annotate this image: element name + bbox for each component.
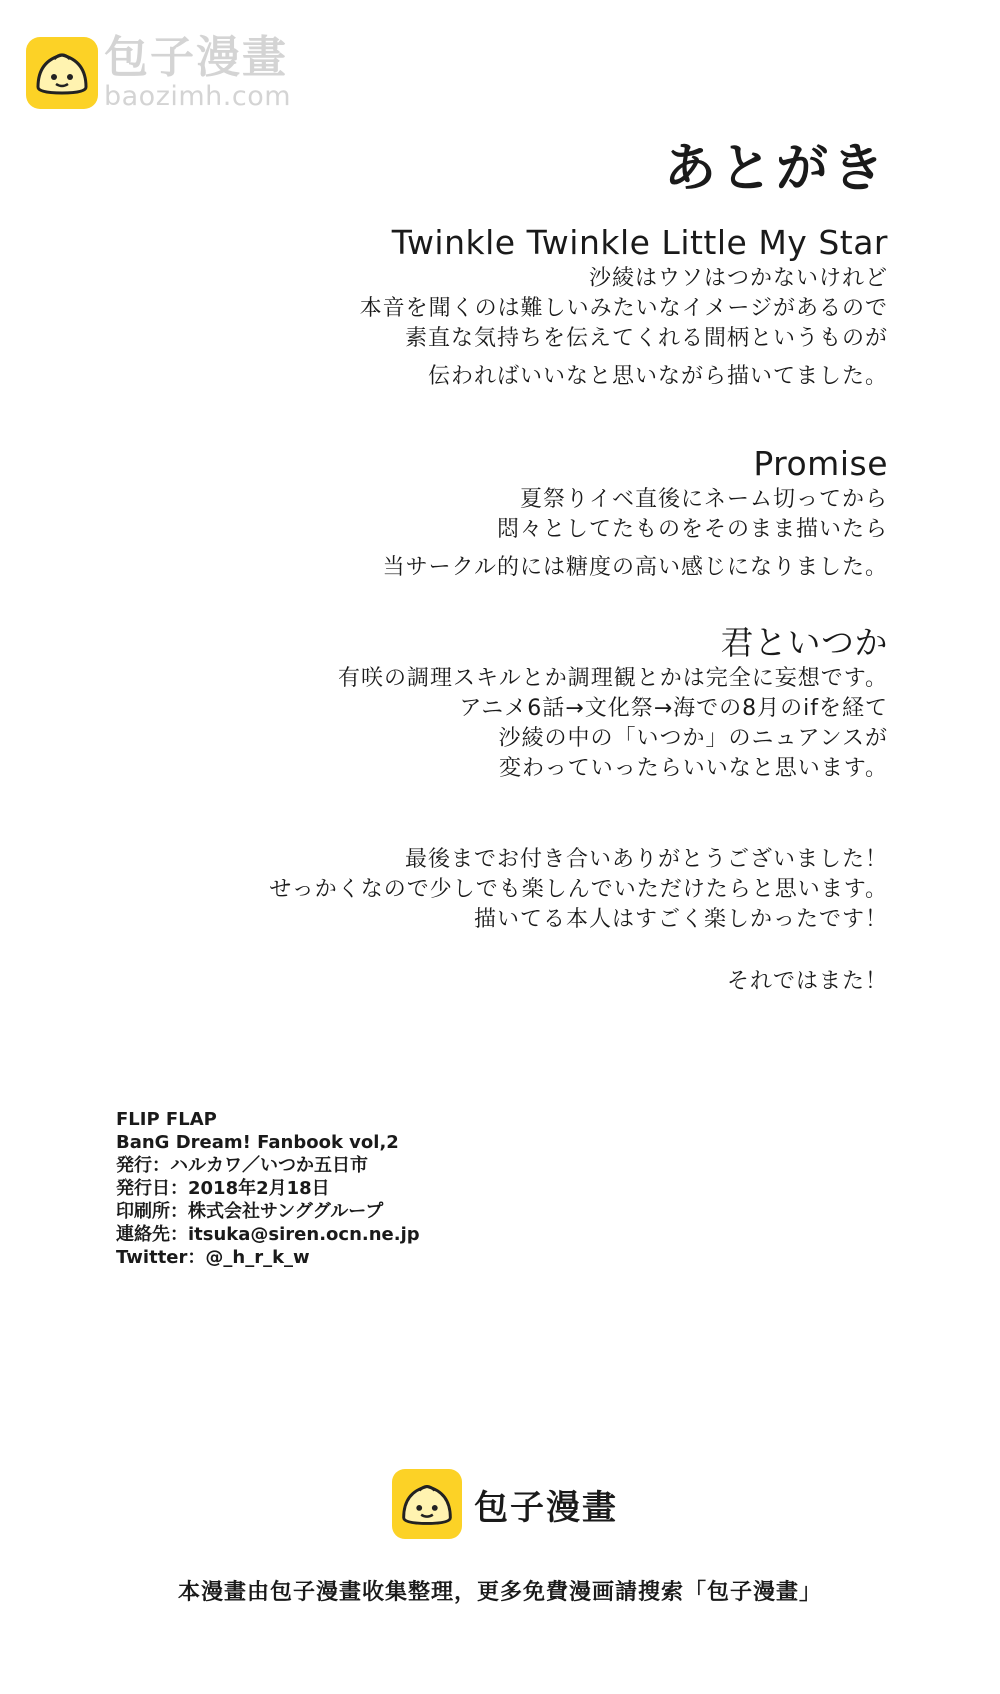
comment-line: 当サークル的には糖度の高い感じになりました。 [382, 555, 888, 580]
story-title: 君といつか [720, 623, 888, 662]
colophon-line: Twitter：@_h_r_k_w [116, 1247, 310, 1268]
comment-line: 悶々としてたものをそのまま描いたら [496, 517, 888, 542]
closing-message [269, 845, 888, 935]
comment-line: 沙綾はウソはつかないけれど [588, 266, 888, 291]
afterword-title: あとがき [663, 139, 888, 199]
bun-mascot-icon [392, 1469, 462, 1539]
colophon-line: FLIP FLAP [116, 1109, 217, 1130]
story-section [338, 622, 888, 784]
comment-line: 夏祭りイベ直後にネーム切ってから [519, 487, 888, 512]
comment-line: 素直な気持ちを伝えてくれる間柄というものが [404, 326, 888, 351]
farewell-line: それではまた！ [726, 969, 888, 994]
closing-line: せっかくなので少しでも楽しんでいただけたらと思います。 [269, 877, 888, 902]
closing-line: 描いてる本人はすごく楽しかったです！ [473, 907, 888, 932]
watermark-logo [26, 34, 291, 112]
colophon-line: 印刷所：株式会社サンググループ [116, 1201, 384, 1222]
story-title: Promise [753, 444, 888, 483]
site-logo [392, 1469, 618, 1539]
colophon-line: 発行日：2018年2月18日 [116, 1178, 330, 1199]
story-section [360, 222, 888, 392]
farewell [727, 967, 888, 997]
closing-line: 最後までお付き合いありがとうございました！ [404, 847, 888, 872]
comment-line: 本音を聞くのは難しいみたいなイメージがあるので [359, 296, 888, 321]
colophon-line: BanG Dream! Fanbook vol,2 [116, 1132, 399, 1153]
story-title: Twinkle Twinkle Little My Star [391, 223, 888, 262]
comment-line: 沙綾の中の「いつか」のニュアンスが [498, 726, 888, 751]
footer-note: 本漫畫由包子漫畫收集整理，更多免費漫画請搜索「包子漫畫」 [177, 1580, 822, 1605]
colophon [116, 1108, 420, 1269]
colophon-line: 発行：ハルカワ／いつか五日市 [116, 1155, 368, 1176]
site-name: 包子漫畫 [474, 1487, 618, 1528]
watermark-site-name: 包子漫畫 [104, 32, 288, 83]
comment-line: アニメ6話→文化祭→海での8月のifを経て [459, 696, 888, 721]
watermark-site-url: baozimh.com [104, 81, 292, 112]
comment-line: 伝わればいいなと思いながら描いてました。 [427, 364, 888, 389]
colophon-line: 連絡先：itsuka@siren.ocn.ne.jp [116, 1224, 420, 1245]
bun-mascot-icon [26, 37, 98, 109]
story-section [383, 443, 888, 583]
comment-line: 変わっていったらいいなと思います。 [498, 756, 888, 781]
comment-line: 有咲の調理スキルとか調理観とかは完全に妄想です。 [337, 666, 888, 691]
